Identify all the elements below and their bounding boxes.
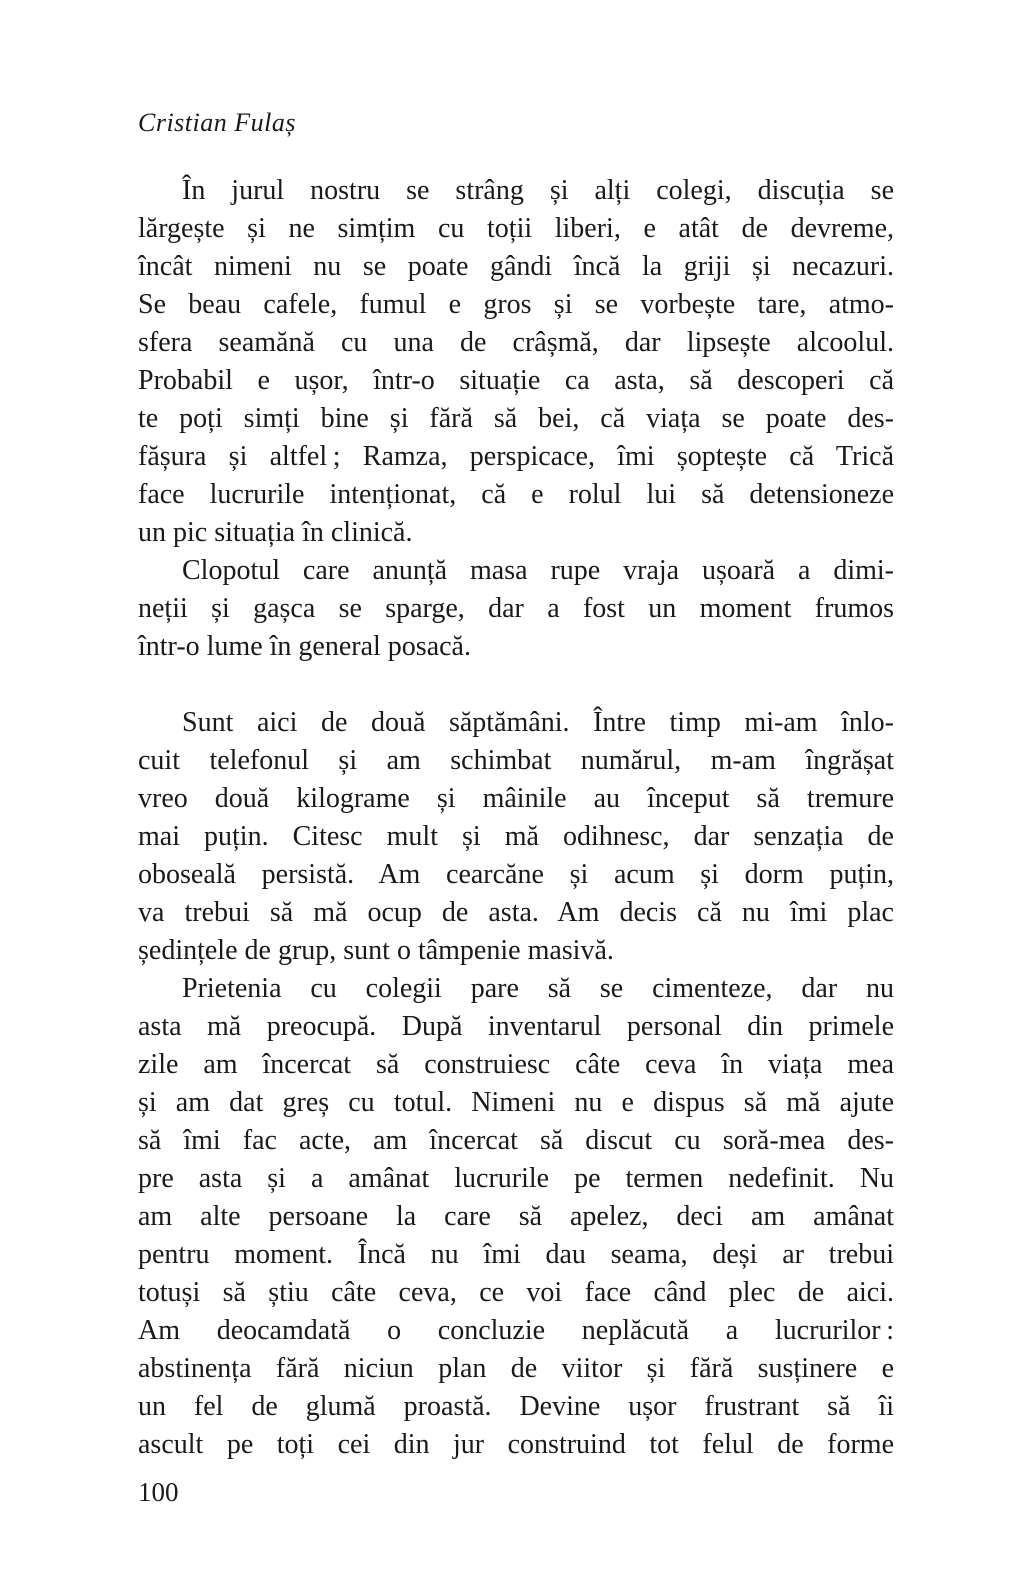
text-line: sfera seamănă cu una de crâșmă, dar lipsește alcoolul. — [138, 327, 894, 358]
text-line: am alte persoane la care să apelez, deci am amânat — [138, 1201, 894, 1232]
text-line: cuit telefonul și am schimbat numărul, m-am îngrășat — [138, 745, 894, 776]
text-line: și am dat greș cu totul. Nimeni nu e dispus să mă ajute — [138, 1087, 894, 1118]
text-line: va trebui să mă ocup de asta. Am decis că nu îmi plac — [138, 897, 894, 928]
text-line: oboseală persistă. Am cearcăne și acum și dorm puțin, — [138, 859, 894, 890]
text-line: Clopotul care anunță masa rupe vraja ușoară a dimi- — [182, 555, 894, 586]
text-line: totuși să știu câte ceva, ce voi face când plec de aici. — [138, 1277, 894, 1308]
text-line: Prietenia cu colegii pare să se cimenteze, dar nu — [182, 973, 894, 1004]
text-line: Am deocamdată o concluzie neplăcută a lucrurilor : — [138, 1315, 894, 1346]
text-line: lărgește și ne simțim cu toții liberi, e atât de devreme, — [138, 213, 894, 244]
text-line: neții și gașca se sparge, dar a fost un moment frumos — [138, 593, 894, 624]
text-line: În jurul nostru se strâng și alți colegi, discuția se — [182, 175, 894, 206]
text-line: Probabil e ușor, într-o situație ca asta, să descoperi că — [138, 365, 894, 396]
text-line: ședințele de grup, sunt o tâmpenie masivă. — [138, 935, 614, 966]
text-line: asta mă preocupă. După inventarul personal din primele — [138, 1011, 894, 1042]
text-line: vreo două kilograme și mâinile au început să tremure — [138, 783, 894, 814]
running-header-author: Cristian Fulaș — [138, 108, 296, 137]
text-line: pre asta și a amânat lucrurile pe termen nedefinit. Nu — [138, 1163, 894, 1194]
page-number: 100 — [138, 1477, 179, 1507]
text-line: pentru moment. Încă nu îmi dau seama, deși ar trebui — [138, 1239, 894, 1270]
text-line: Se beau cafele, fumul e gros și se vorbește tare, atmo- — [138, 289, 894, 320]
text-line: zile am încercat să construiesc câte ceva în viața mea — [138, 1049, 894, 1080]
text-line: abstinența fără niciun plan de viitor și fără susținere e — [138, 1353, 894, 1384]
text-block — [138, 172, 894, 1464]
text-line: ascult pe toți cei din jur construind tot felul de forme — [138, 1429, 894, 1460]
text-line: te poți simți bine și fără să bei, că viața se poate des- — [138, 403, 894, 434]
text-line: să îmi fac acte, am încercat să discut cu soră-mea des- — [138, 1125, 894, 1156]
text-line: Sunt aici de două săptămâni. Între timp mi-am înlo- — [182, 707, 894, 738]
text-line: într-o lume în general posacă. — [138, 631, 471, 662]
section-break — [138, 666, 894, 704]
text-line: face lucrurile intenționat, că e rolul lui să detensioneze — [138, 479, 894, 510]
text-line: mai puțin. Citesc mult și mă odihnesc, dar senzația de — [138, 821, 894, 852]
text-line: încât nimeni nu se poate gândi încă la griji și necazuri. — [138, 251, 894, 282]
text-line: fășura și altfel ; Ramza, perspicace, îmi șoptește că Trică — [138, 441, 894, 472]
text-line: un pic situația în clinică. — [138, 517, 413, 548]
text-line: un fel de glumă proastă. Devine ușor frustrant să îi — [138, 1391, 894, 1422]
